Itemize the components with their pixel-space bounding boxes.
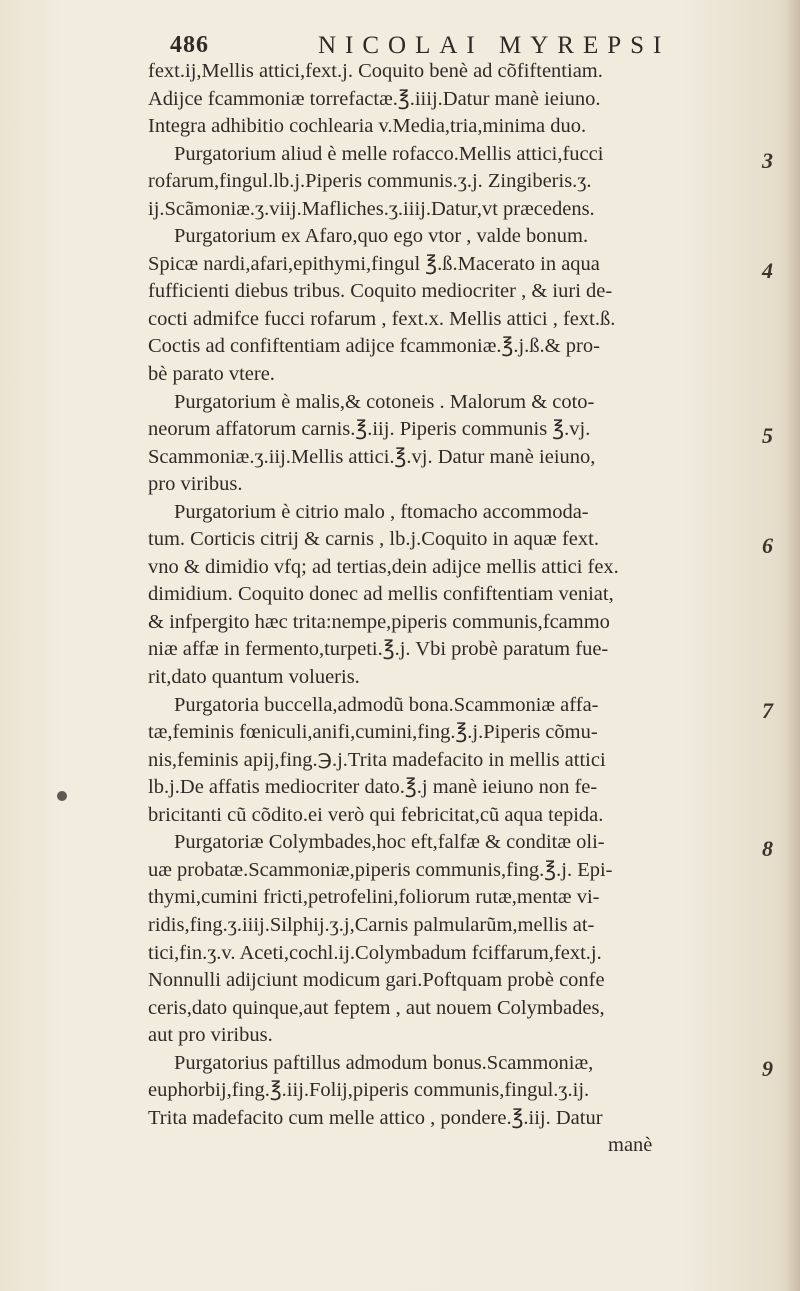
text-line: nis,feminis apij,fing.℈.j.Trita madefacito in mellis attici [148, 748, 606, 771]
margin-number: 7 [762, 698, 773, 723]
text-line: ceris,dato quinque,aut feptem , aut nouem Colymbades, [148, 996, 605, 1019]
margin-number: 8 [762, 836, 773, 861]
running-title: NICOLAI MYREPSI [318, 32, 671, 59]
text-line: Spicæ nardi,afari,epithymi,fingul ℥.ß.Macerato in aqua [148, 252, 600, 275]
text-line: Purgatorius paftillus admodum bonus.Scammoniæ, [174, 1051, 594, 1074]
margin-number: 9 [762, 1056, 773, 1081]
text-line: Purgatorium è malis,& cotoneis . Malorum & coto- [174, 390, 595, 413]
text-line: fext.ij,Mellis attici,fext.j. Coquito benè ad cõfiftentiam. [148, 60, 603, 82]
text-line: bè parato vtere. [148, 363, 275, 386]
text-line: uæ probatæ.Scammoniæ,piperis communis,fing.℥.j. Epi- [148, 858, 613, 881]
text-line: niæ affæ in fermento,turpeti.℥.j. Vbi probè paratum fue- [148, 638, 609, 661]
text-line: cocti admifce fucci rofarum , fext.x. Mellis attici , fext.ß. [148, 307, 616, 330]
text-line: rit,dato quantum volueris. [148, 666, 360, 689]
text-line: lb.j.De affatis mediocriter dato.℥.j manè ieiuno non fe- [148, 776, 598, 799]
text-line: tici,fin.ʒ.v. Aceti,cochl.ij.Colymbadum fciffarum,fext.j. [148, 941, 602, 964]
text-line: neorum affatorum carnis.℥.iij. Piperis communis ℥.vj. [148, 418, 591, 441]
text-line: thymi,cumini fricti,petrofelini,foliorum rutæ,mentæ vi- [148, 886, 600, 909]
page-number: 486 [170, 32, 209, 58]
catchword: manè [608, 1134, 653, 1157]
text-line: Integra adhibitio cochlearia v.Media,tria,minima duo. [148, 115, 587, 138]
text-line: Purgatorium ex Afaro,quo ego vtor , valde bonum. [174, 225, 589, 248]
text-line: Trita madefacito cum melle attico , pondere.℥.iij. Datur [148, 1106, 603, 1129]
text-line: vno & dimidio vfq; ad tertias,dein adijce mellis attici fex. [148, 555, 619, 578]
text-line: bricitanti cũ cõdito.ei verò qui febricitat,cũ aqua tepida. [148, 803, 604, 826]
text-line: Purgatoria buccella,admodũ bona.Scammoniæ affa- [174, 693, 599, 716]
text-line: aut pro viribus. [148, 1024, 273, 1047]
body-text [148, 58, 758, 1160]
text-line: pro viribus. [148, 473, 243, 496]
margin-number: 3 [762, 148, 773, 173]
text-line: & infpergito hæc trita:nempe,piperis communis,fcammo [148, 610, 610, 633]
text-line: ij.Scãmoniæ.ʒ.viij.Mafliches.ʒ.iiij.Datur,vt præcedens. [148, 197, 595, 220]
margin-number: 5 [762, 423, 773, 448]
text-line: tum. Corticis citrij & carnis , lb.j.Coquito in aquæ fext. [148, 528, 599, 551]
text-line: ridis,fing.ʒ.iiij.Silphij.ʒ.j,Carnis palmularũm,mellis at- [148, 913, 595, 936]
text-line: Purgatoriæ Colymbades,hoc eft,falfæ & conditæ oli- [174, 831, 605, 854]
text-line: Nonnulli adijciunt modicum gari.Poftquam probè confe [148, 969, 605, 992]
text-line: tæ,feminis fœniculi,anifi,cumini,fing.℥.j.Piperis cõmu- [148, 721, 598, 744]
text-line: Adijce fcammoniæ torrefactæ.℥.iiij.Datur manè ieiuno. [148, 87, 601, 110]
text-line: euphorbij,fing.℥.iij.Folij,piperis communis,fingul.ʒ.ij. [148, 1079, 590, 1102]
text-line: rofarum,fingul.lb.j.Piperis communis.ʒ.j. Zingiberis.ʒ. [148, 170, 592, 193]
text-line: fufficienti diebus tribus. Coquito mediocriter , & iuri de- [148, 280, 613, 303]
text-line: Coctis ad confiftentiam adijce fcammoniæ.℥.j.ß.& pro- [148, 335, 600, 358]
page-edge-shadow [786, 0, 800, 1291]
margin-number: 4 [762, 258, 773, 283]
text-line: Purgatorium è citrio malo , ftomacho accommoda- [174, 500, 589, 523]
text-line: Scammoniæ.ʒ.iij.Mellis attici.℥.vj. Datur manè ieiuno, [148, 445, 596, 468]
text-line: Purgatorium aliud è melle rofacco.Mellis attici,fucci [174, 142, 604, 165]
ink-spot [57, 791, 67, 801]
margin-number: 6 [762, 533, 773, 558]
text-line: dimidium. Coquito donec ad mellis confiftentiam veniat, [148, 583, 614, 606]
